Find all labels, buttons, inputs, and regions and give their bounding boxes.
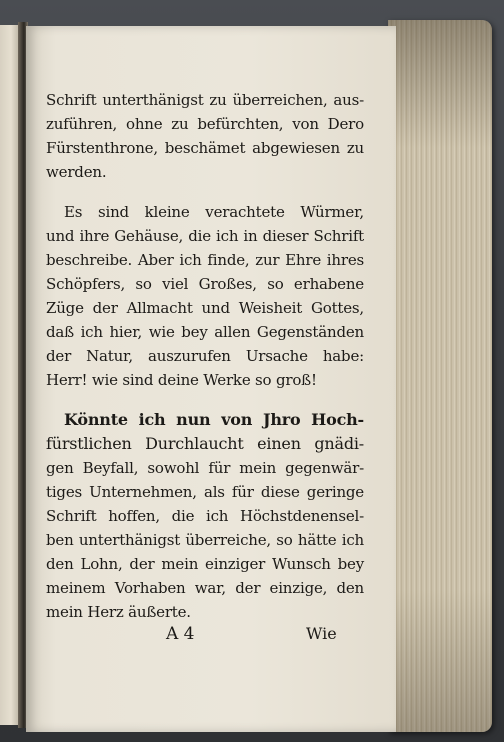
- paragraph-1: [46, 88, 364, 184]
- text-line: mein Herz äußerte.: [46, 603, 191, 621]
- paragraph-3: [46, 408, 364, 624]
- left-page-edge: [0, 25, 20, 725]
- signature-mark: A 4: [166, 624, 195, 644]
- text-line: meinem Vorhaben war, der einzige, den: [46, 579, 364, 597]
- text-line: Schrift hoffen, die ich Höchstdenensel-: [46, 507, 364, 525]
- text-line: zuführen, ohne zu befürchten, von Dero: [46, 115, 364, 133]
- text-line: Herr! wie sind deine Werke so groß!: [46, 371, 317, 389]
- text-line: Könnte ich nun von Jhro Hoch-: [64, 410, 364, 429]
- paragraph-gap: [46, 392, 364, 408]
- text-line: beschreibe. Aber ich finde, zur Ehre ihres: [46, 251, 364, 269]
- text-line: werden.: [46, 163, 107, 181]
- text-line: Es sind kleine verachtete Würmer,: [64, 203, 364, 221]
- page-stack-shade: [388, 20, 492, 732]
- page-text: [46, 88, 364, 624]
- text-line: tiges Unternehmen, als für diese geringe: [46, 483, 364, 501]
- paragraph-2: [46, 200, 364, 392]
- text-line: daß ich hier, wie bey allen Gegenständen: [46, 323, 364, 341]
- text-line: den Lohn, der mein einziger Wunsch bey: [46, 555, 364, 573]
- text-line: und ihre Gehäuse, die ich in dieser Schrift: [46, 227, 364, 245]
- text-line: Züge der Allmacht und Weisheit Gottes,: [46, 299, 364, 317]
- text-line: fürstlichen Durchlaucht einen gnädi-: [46, 434, 364, 453]
- book-page: [26, 26, 396, 732]
- text-line: Schöpfers, so viel Großes, so erhabene: [46, 275, 364, 293]
- paragraph-gap: [46, 184, 364, 200]
- text-line: der Natur, auszurufen Ursache habe:: [46, 347, 364, 365]
- catchword: Wie: [306, 624, 337, 643]
- text-line: gen Beyfall, sowohl für mein gegenwär-: [46, 459, 364, 477]
- text-line: Schrift unterthänigst zu überreichen, aus-: [46, 91, 364, 109]
- text-line: ben unterthänigst überreiche, so hätte ich: [46, 531, 364, 549]
- text-line: Fürstenthrone, beschämet abgewiesen zu: [46, 139, 364, 157]
